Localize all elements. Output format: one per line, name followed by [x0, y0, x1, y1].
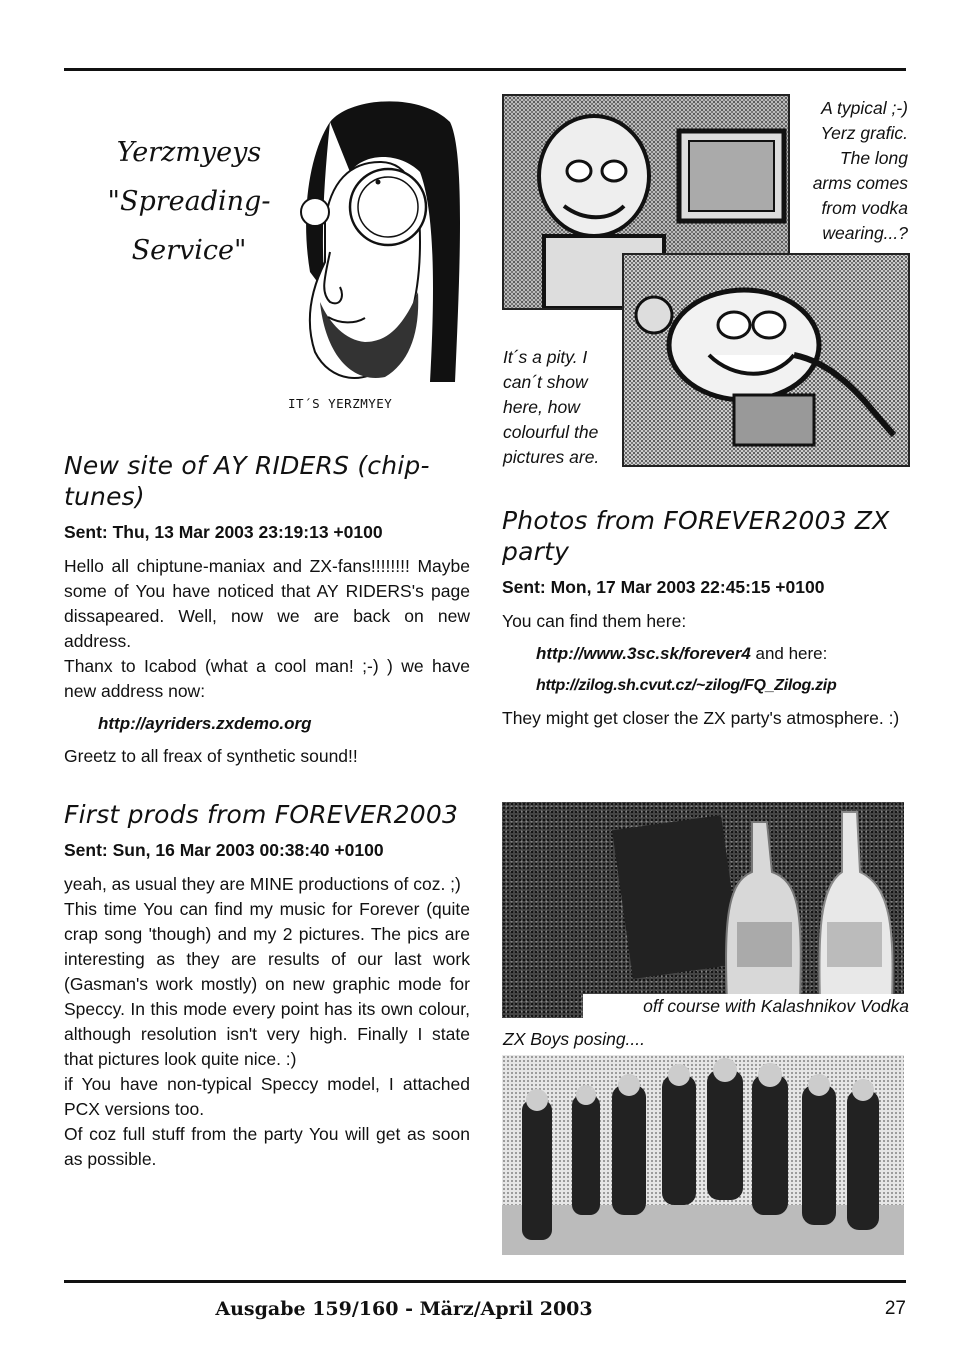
article-paragraph: Thanx to Icabod (what a cool man! ;-) ) we have new address now:: [64, 656, 470, 701]
vodka-photo: [502, 802, 904, 1018]
article-paragraph: Greetz to all freax of synthetic sound!!: [64, 746, 358, 766]
pic1-caption-line: wearing...?: [822, 223, 908, 243]
vodka-photo-art: [502, 802, 904, 1018]
zx-picture-2-art: [624, 255, 908, 465]
pic1-caption-line: The long: [839, 148, 908, 168]
bottom-rule: [64, 1280, 906, 1283]
photos-link-line: [536, 642, 906, 666]
caricature-image: [270, 92, 470, 392]
pic1-caption-line: Yerz grafic.: [820, 123, 908, 143]
article-first-prods: [64, 799, 470, 1172]
vodka-photo-caption: off course with Kalashnikov Vodka: [583, 994, 909, 1019]
page-number: 27: [884, 1298, 906, 1319]
article-paragraph: if You have non-typical Speccy model, I attached PCX versions too.: [64, 1074, 470, 1119]
header-title-line3: Service": [131, 235, 247, 266]
article-paragraph: This time You can find my music for Forever (quite crap song 'though) and my 2 pictures. The pics are interesting as they are results of our last work (Gasman's work mostly) on new graphic mode for Speccy. In this mode every point has its own colour, although resolution isn't very high. Finally I state that pictures look quite nice. :): [64, 899, 470, 1069]
group-photo-art: [502, 1055, 904, 1255]
zilog-link[interactable]: http://zilog.sh.cvut.cz/~zilog/FQ_Zilog.zip: [536, 677, 837, 694]
zx-picture-2-caption: [503, 345, 621, 470]
forever4-link[interactable]: http://www.3sc.sk/forever4: [536, 644, 751, 663]
pic2-caption-line: here, how: [503, 397, 580, 417]
left-column: [64, 450, 470, 1172]
right-column: [502, 505, 906, 731]
article-paragraph: yeah, as usual they are MINE productions of coz. ;): [64, 874, 461, 894]
pic1-caption-line: arms comes: [812, 173, 908, 193]
pic1-caption-line: from vodka: [821, 198, 908, 218]
zx-picture-2: [622, 253, 910, 467]
article-paragraph: You can find them here:: [502, 611, 687, 631]
pic2-caption-line: colourful the: [503, 422, 599, 442]
header-title-line2: "Spreading-: [107, 186, 271, 217]
pic2-caption-line: pictures are.: [503, 447, 600, 467]
caricature-caption: IT´S YERZMYEY: [288, 396, 393, 411]
article-sent-date: Sent: Mon, 17 Mar 2003 22:45:15 +0100: [502, 577, 825, 597]
article-ay-riders: [64, 450, 470, 769]
article-title: New site of AY RIDERS (chip-tunes): [64, 451, 430, 511]
article-photos: [502, 505, 906, 731]
ay-riders-link[interactable]: http://ayriders.zxdemo.org: [98, 714, 312, 733]
header-title-line1: Yerzmyeys: [116, 137, 262, 168]
zx-picture-1-caption: [786, 96, 908, 246]
article-sent-date: Sent: Thu, 13 Mar 2003 23:19:13 +0100: [64, 522, 383, 542]
article-paragraph: They might get closer the ZX party's atmosphere. :): [502, 708, 900, 728]
group-photo: [502, 1055, 904, 1255]
article-paragraph: Of coz full stuff from the party You will get as soon as possible.: [64, 1124, 470, 1169]
issue-label: Ausgabe 159/160 - März/April 2003: [215, 1298, 593, 1320]
top-rule: [64, 68, 906, 71]
pic2-caption-line: It´s a pity. I: [503, 347, 588, 367]
article-paragraph: Hello all chiptune-maniax and ZX-fans!!!!!!!! Maybe some of You have noticed that AY RIDERS's page dissapeared. Well, now we are back on new address.: [64, 556, 470, 651]
pic2-caption-line: can´t show: [503, 372, 588, 392]
article-title: First prods from FOREVER2003: [64, 800, 459, 829]
pic1-caption-line: A typical ;-): [821, 98, 908, 118]
article-title: Photos from FOREVER2003 ZX party: [502, 506, 890, 566]
boys-photo-caption: ZX Boys posing....: [503, 1029, 646, 1049]
link-suffix: and here:: [750, 644, 828, 663]
article-sent-date: Sent: Sun, 16 Mar 2003 00:38:40 +0100: [64, 840, 384, 860]
